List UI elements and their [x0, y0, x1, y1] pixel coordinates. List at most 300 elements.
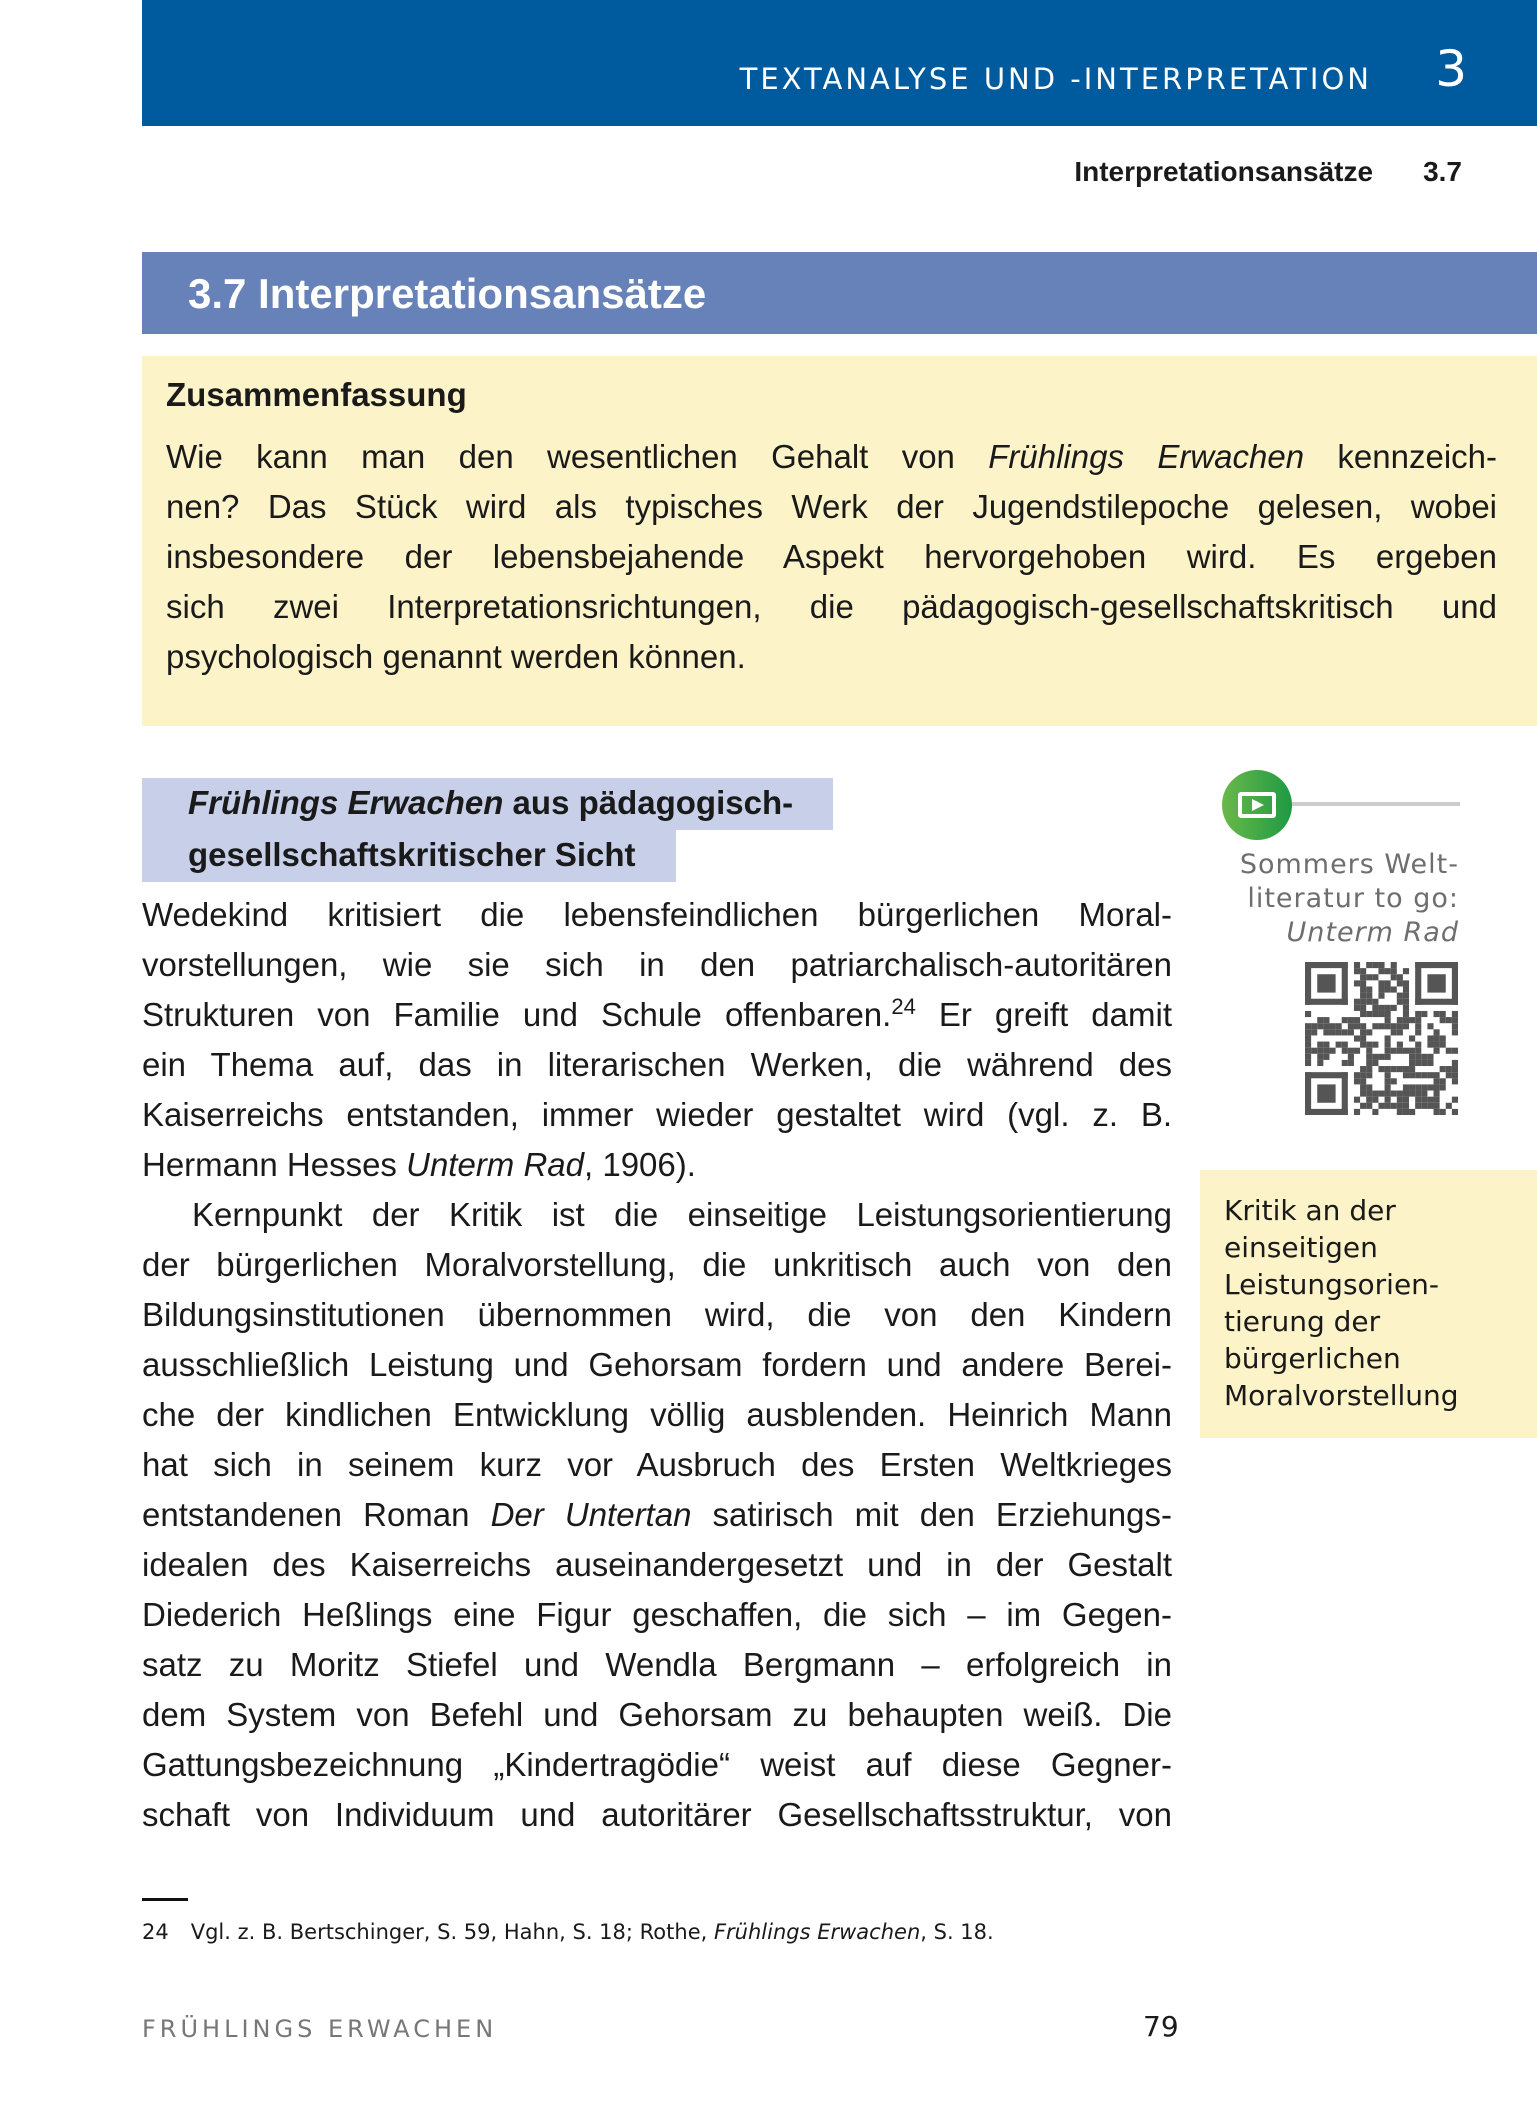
qr-module [1421, 1060, 1427, 1066]
qr-module [1354, 999, 1360, 1005]
qr-module [1372, 974, 1378, 980]
qr-module [1354, 1017, 1360, 1023]
text-segment: Gattungsbezeichnung „Kindertragödie“ weist auf diese Gegner- [142, 1746, 1172, 1783]
qr-module [1397, 1017, 1403, 1023]
video-play-icon[interactable] [1222, 770, 1292, 840]
qr-module [1415, 1029, 1421, 1035]
qr-module [1317, 1042, 1323, 1048]
text-segment: sich zwei Interpretationsrichtungen, die pädagogisch-gesellschaftskritisch und [166, 588, 1497, 625]
qr-module [1366, 1097, 1372, 1103]
qr-module [1403, 980, 1409, 986]
qr-module [1372, 999, 1378, 1005]
qr-caption-title: Unterm Rad [1286, 917, 1459, 948]
qr-module [1409, 1072, 1415, 1078]
qr-module [1427, 1084, 1433, 1090]
qr-module [1415, 1048, 1421, 1054]
qr-module [1397, 1066, 1403, 1072]
qr-module [1354, 962, 1360, 968]
qr-module [1366, 1048, 1372, 1054]
qr-module [1366, 986, 1372, 992]
text-segment: insbesondere der lebensbejahende Aspekt hervorgehoben wird. Es ergeben [166, 538, 1497, 575]
footer-book-title: FRÜHLINGS ERWACHEN [142, 2015, 498, 2043]
qr-module [1421, 1011, 1427, 1017]
qr-module [1305, 962, 1311, 1005]
qr-module [1434, 1103, 1440, 1109]
qr-module [1336, 1029, 1342, 1035]
qr-module [1354, 1097, 1360, 1103]
text-line [142, 1490, 1172, 1540]
qr-module [1415, 1054, 1421, 1060]
qr-module [1434, 1084, 1440, 1090]
text-segment: entstandenen Roman [142, 1496, 491, 1533]
text-segment: ein Thema auf, das in literarischen Werken, die während des [142, 1046, 1172, 1083]
qr-module [1391, 1078, 1397, 1084]
qr-module [1323, 1054, 1329, 1060]
qr-module [1336, 1023, 1342, 1029]
qr-module [1342, 1048, 1348, 1054]
text-line [142, 1440, 1172, 1490]
qr-module [1354, 1109, 1360, 1115]
qr-module [1385, 1072, 1391, 1078]
qr-module [1378, 968, 1384, 974]
qr-module [1366, 1072, 1372, 1078]
qr-module [1354, 1005, 1360, 1011]
qr-module [1452, 1072, 1458, 1078]
qr-module [1366, 1054, 1372, 1060]
qr-module [1366, 974, 1372, 980]
qr-module [1397, 993, 1403, 999]
summary-text [166, 432, 1497, 682]
qr-module [1434, 1011, 1440, 1017]
text-segment: schaft von Individuum und autoritärer Gesellschaftsstruktur, von [142, 1796, 1172, 1833]
qr-module [1452, 1078, 1458, 1084]
qr-module [1385, 1011, 1391, 1017]
section-title: Interpretationsansätze [1074, 156, 1374, 187]
qr-module [1366, 1103, 1372, 1109]
qr-module [1354, 1072, 1360, 1078]
qr-module [1427, 1103, 1433, 1109]
qr-module [1434, 1042, 1440, 1048]
qr-module [1446, 1072, 1452, 1078]
qr-module [1391, 1005, 1397, 1011]
running-section-header [1074, 156, 1462, 188]
text-segment: Frühlings Erwachen [988, 438, 1305, 475]
margin-note [1200, 1170, 1537, 1438]
qr-module [1385, 1017, 1391, 1023]
text-line [142, 1190, 1172, 1240]
qr-module [1317, 1054, 1323, 1060]
qr-module [1391, 1091, 1397, 1097]
text-segment: che der kindlichen Entwicklung völlig ausblenden. Heinrich Mann [142, 1396, 1172, 1433]
subheading-rest: aus pädagogisch- [503, 784, 794, 821]
qr-module [1403, 1023, 1409, 1029]
qr-module [1421, 1091, 1427, 1097]
margin-note-line: Moralvorstellung [1224, 1379, 1459, 1412]
qr-module [1348, 1054, 1354, 1060]
qr-module [1360, 1042, 1366, 1048]
qr-module [1403, 1011, 1409, 1017]
qr-module [1440, 1017, 1446, 1023]
qr-module [1378, 993, 1384, 999]
qr-module [1440, 1084, 1446, 1090]
text-segment: idealen des Kaiserreichs auseinandergesetzt und in der Gestalt [142, 1546, 1172, 1583]
qr-module [1378, 962, 1384, 968]
qr-module [1415, 962, 1458, 968]
qr-module [1305, 999, 1348, 1005]
qr-module [1360, 999, 1366, 1005]
qr-module [1317, 1048, 1323, 1054]
qr-module [1403, 1017, 1409, 1023]
text-line [142, 1290, 1172, 1340]
qr-module [1427, 1060, 1433, 1066]
qr-module [1427, 974, 1445, 992]
qr-module [1415, 1011, 1421, 1017]
qr-module [1348, 1017, 1354, 1023]
qr-module [1452, 962, 1458, 1005]
qr-module [1446, 1103, 1452, 1109]
text-line [142, 1340, 1172, 1390]
qr-module [1329, 1048, 1335, 1054]
margin-note-line: Leistungsorien- [1224, 1268, 1440, 1301]
qr-module [1452, 1097, 1458, 1103]
qr-module [1372, 1054, 1378, 1060]
qr-module [1372, 1109, 1378, 1115]
qr-module [1329, 1029, 1335, 1035]
qr-module [1440, 1042, 1446, 1048]
qr-module [1415, 1097, 1421, 1103]
qr-module [1409, 1054, 1415, 1060]
qr-module [1360, 974, 1366, 980]
chapter-header-bar [142, 0, 1537, 126]
qr-module [1366, 1060, 1372, 1066]
qr-module [1403, 1072, 1409, 1078]
qr-module [1403, 1005, 1409, 1011]
text-segment: Kaiserreichs entstanden, immer wieder gestaltet wird (vgl. z. B. [142, 1096, 1172, 1133]
qr-module [1415, 1042, 1421, 1048]
qr-module [1415, 962, 1421, 1005]
qr-module [1397, 1091, 1403, 1097]
qr-module [1391, 962, 1397, 968]
qr-module [1317, 1017, 1323, 1023]
qr-module [1348, 1048, 1354, 1054]
qr-module [1342, 1072, 1348, 1115]
qr-module [1397, 1097, 1403, 1103]
qr-module [1305, 1060, 1311, 1066]
qr-module [1323, 1029, 1329, 1035]
qr-module [1342, 1042, 1348, 1048]
text-segment: Er greift damit [915, 996, 1172, 1033]
text-segment: ausschließlich Leistung und Gehorsam fordern und andere Berei- [142, 1346, 1172, 1383]
qr-module [1360, 1078, 1366, 1084]
qr-module [1421, 1103, 1427, 1109]
qr-module [1397, 999, 1403, 1005]
qr-module [1378, 1011, 1384, 1017]
qr-module [1385, 1042, 1391, 1048]
margin-note-line: bürgerlichen [1224, 1342, 1401, 1375]
qr-module [1427, 1097, 1433, 1103]
qr-module [1372, 1011, 1378, 1017]
qr-module [1427, 1072, 1433, 1078]
text-line [142, 1240, 1172, 1290]
qr-module [1452, 1011, 1458, 1017]
chapter-title: TEXTANALYSE UND -INTERPRETATION [739, 62, 1372, 96]
qr-module [1434, 1109, 1440, 1115]
qr-module [1378, 980, 1384, 986]
qr-module [1305, 1054, 1311, 1060]
qr-module [1421, 1084, 1427, 1090]
footnote-number: 24 [142, 1920, 169, 1944]
qr-module [1391, 974, 1397, 980]
qr-module [1311, 1029, 1317, 1035]
qr-module [1360, 993, 1366, 999]
qr-module [1360, 968, 1366, 974]
qr-module [1452, 1060, 1458, 1066]
qr-module [1329, 1023, 1335, 1029]
divider-line [1292, 802, 1460, 806]
qr-module [1403, 993, 1409, 999]
text-segment: Wedekind kritisiert die lebensfeindlichen bürgerlichen Moral- [142, 896, 1172, 933]
qr-module [1372, 962, 1378, 968]
qr-module [1378, 1103, 1384, 1109]
qr-module [1372, 1060, 1378, 1066]
qr-module [1415, 1060, 1421, 1066]
text-line [166, 532, 1497, 582]
qr-module [1360, 1072, 1366, 1078]
qr-module [1305, 1042, 1311, 1048]
footnote-rule [142, 1898, 188, 1901]
qr-module [1360, 1011, 1366, 1017]
qr-module [1360, 1035, 1366, 1041]
qr-module [1397, 980, 1403, 986]
qr-module [1403, 1109, 1409, 1115]
qr-module [1403, 1097, 1409, 1103]
qr-module [1317, 1084, 1335, 1102]
qr-module [1385, 1035, 1391, 1041]
qr-module [1391, 1029, 1397, 1035]
qr-module [1372, 1023, 1378, 1029]
qr-module [1434, 1029, 1440, 1035]
qr-module [1415, 1084, 1421, 1090]
text-segment: Kernpunkt der Kritik ist die einseitige Leistungsorientierung [192, 1196, 1172, 1233]
summary-title: Zusammenfassung [166, 376, 467, 413]
qr-module [1434, 1048, 1440, 1054]
qr-module [1317, 974, 1335, 992]
qr-module [1323, 1017, 1329, 1023]
qr-module [1434, 1072, 1440, 1078]
qr-module [1427, 1023, 1433, 1029]
qr-module [1354, 1048, 1360, 1054]
qr-module [1415, 1103, 1421, 1109]
qr-module [1305, 1109, 1348, 1115]
qr-module [1305, 1048, 1311, 1054]
qr-module [1434, 1091, 1440, 1097]
text-line [166, 632, 1497, 682]
qr-module [1385, 986, 1391, 992]
text-line [142, 1740, 1172, 1790]
qr-module [1409, 1035, 1415, 1041]
qr-module [1311, 1048, 1317, 1054]
qr-module [1385, 1097, 1391, 1103]
qr-module [1385, 1078, 1391, 1084]
qr-module [1348, 1060, 1354, 1066]
qr-module [1415, 1091, 1421, 1097]
qr-module [1403, 1048, 1409, 1054]
qr-module [1397, 1103, 1403, 1109]
qr-module [1440, 1109, 1446, 1115]
text-line [142, 1040, 1172, 1090]
qr-module [1360, 1029, 1366, 1035]
qr-module [1360, 1084, 1366, 1090]
qr-module [1452, 1017, 1458, 1023]
text-segment: nen? Das Stück wird als typisches Werk der Jugendstilepoche gelesen, wobei [166, 488, 1497, 525]
qr-module [1354, 1035, 1360, 1041]
text-segment: Vgl. z. B. Bertschinger, S. 59, Hahn, S. 18; Rothe, [190, 1920, 714, 1944]
qr-module [1391, 1048, 1397, 1054]
qr-module [1385, 1103, 1391, 1109]
qr-module [1385, 1084, 1391, 1090]
qr-module [1427, 1042, 1433, 1048]
text-segment: , 1906). [584, 1146, 696, 1183]
text-segment: Der Untertan [490, 1496, 692, 1533]
text-line [142, 1640, 1172, 1690]
qr-module [1415, 1023, 1421, 1029]
summary-box [142, 356, 1537, 726]
qr-module [1372, 1042, 1378, 1048]
qr-module [1305, 1011, 1311, 1017]
chapter-number: 3 [1435, 40, 1467, 98]
margin-note-line: einseitigen [1224, 1231, 1378, 1264]
qr-module [1366, 1084, 1372, 1090]
qr-module [1427, 1035, 1433, 1041]
text-segment: satirisch mit den Erziehungs- [691, 1496, 1172, 1533]
qr-module [1385, 1066, 1391, 1072]
qr-module [1403, 1066, 1409, 1072]
qr-module [1409, 1066, 1415, 1072]
qr-module [1323, 1048, 1329, 1054]
text-segment: Hermann Hesses [142, 1146, 407, 1183]
qr-module [1342, 1017, 1348, 1023]
subheading-title-italic: Frühlings Erwachen [188, 784, 504, 821]
qr-module [1452, 1066, 1458, 1072]
qr-module [1391, 968, 1397, 974]
qr-module [1415, 1072, 1421, 1078]
text-line [142, 1390, 1172, 1440]
qr-module [1366, 1029, 1372, 1035]
qr-module [1421, 1072, 1427, 1078]
qr-module [1354, 1078, 1360, 1084]
qr-module [1378, 1091, 1384, 1097]
qr-module [1403, 1084, 1409, 1090]
qr-module [1385, 1054, 1391, 1060]
qr-module [1409, 1091, 1415, 1097]
qr-module [1360, 986, 1366, 992]
qr-module [1452, 1109, 1458, 1115]
qr-module [1403, 968, 1409, 974]
text-segment: vorstellungen, wie sie sich in den patriarchalisch-autoritären [142, 946, 1172, 983]
text-line [142, 890, 1172, 940]
text-line [142, 990, 1172, 1040]
qr-module [1366, 962, 1372, 968]
subheading-line-1 [142, 778, 833, 830]
qr-module [1385, 1023, 1391, 1029]
qr-caption [1240, 848, 1459, 950]
qr-module [1421, 1097, 1427, 1103]
qr-module [1446, 1048, 1452, 1054]
qr-module [1434, 1035, 1440, 1041]
qr-module [1360, 1091, 1366, 1097]
qr-module [1391, 1066, 1397, 1072]
qr-module [1348, 1023, 1354, 1029]
section-heading: 3.7 Interpretationsansätze [142, 252, 1537, 334]
footnote [142, 1920, 994, 1944]
text-segment: Diederich Heßlings eine Figur geschaffen, die sich – im Gegen- [142, 1596, 1172, 1633]
qr-module [1403, 986, 1409, 992]
qr-code-icon[interactable] [1305, 962, 1458, 1115]
qr-module [1385, 980, 1391, 986]
qr-module [1409, 1017, 1415, 1023]
text-line [142, 940, 1172, 990]
qr-module [1409, 1060, 1415, 1066]
qr-module [1385, 1005, 1391, 1011]
qr-module [1440, 1011, 1446, 1017]
qr-module [1446, 1017, 1452, 1023]
text-segment: hat sich in seinem kurz vor Ausbruch des Ersten Weltkrieges [142, 1446, 1172, 1483]
text-segment: Wie kann man den wesentlichen Gehalt von [166, 438, 989, 475]
qr-module [1317, 1023, 1323, 1029]
qr-module [1366, 1042, 1372, 1048]
qr-module [1354, 1023, 1360, 1029]
qr-module [1378, 1005, 1384, 1011]
text-line [142, 1590, 1172, 1640]
qr-module [1446, 1066, 1452, 1072]
margin-note-line: Kritik an der [1224, 1194, 1396, 1227]
qr-module [1397, 1029, 1403, 1035]
qr-module [1409, 1109, 1415, 1115]
qr-module [1354, 968, 1360, 974]
qr-module [1409, 1048, 1415, 1054]
text-segment: kennzeich- [1304, 438, 1497, 475]
text-line [142, 1140, 1172, 1190]
qr-module [1409, 1084, 1415, 1090]
qr-module [1403, 1103, 1409, 1109]
qr-module [1397, 1023, 1403, 1029]
text-line [166, 582, 1497, 632]
qr-module [1440, 1078, 1446, 1084]
qr-module [1336, 1042, 1342, 1048]
qr-module [1305, 1023, 1311, 1029]
qr-module [1385, 1091, 1391, 1097]
footnote-ref: 24 [891, 994, 916, 1019]
qr-module [1360, 1103, 1366, 1109]
qr-module [1305, 1072, 1348, 1078]
body-text [142, 890, 1172, 1840]
subheading-line-2: gesellschaftskritischer Sicht [142, 830, 676, 882]
qr-module [1305, 962, 1348, 968]
qr-module [1360, 1005, 1366, 1011]
qr-module [1421, 1054, 1427, 1060]
qr-module [1415, 999, 1458, 1005]
qr-module [1415, 1017, 1421, 1023]
qr-module [1372, 1005, 1378, 1011]
qr-module [1317, 1060, 1323, 1066]
text-line [142, 1540, 1172, 1590]
text-segment: satz zu Moritz Stiefel und Wendla Bergmann – erfolgreich in [142, 1646, 1172, 1683]
qr-module [1397, 974, 1403, 980]
qr-module [1434, 1097, 1440, 1103]
qr-module [1378, 1066, 1384, 1072]
qr-module [1403, 1091, 1409, 1097]
qr-module [1440, 1035, 1446, 1041]
